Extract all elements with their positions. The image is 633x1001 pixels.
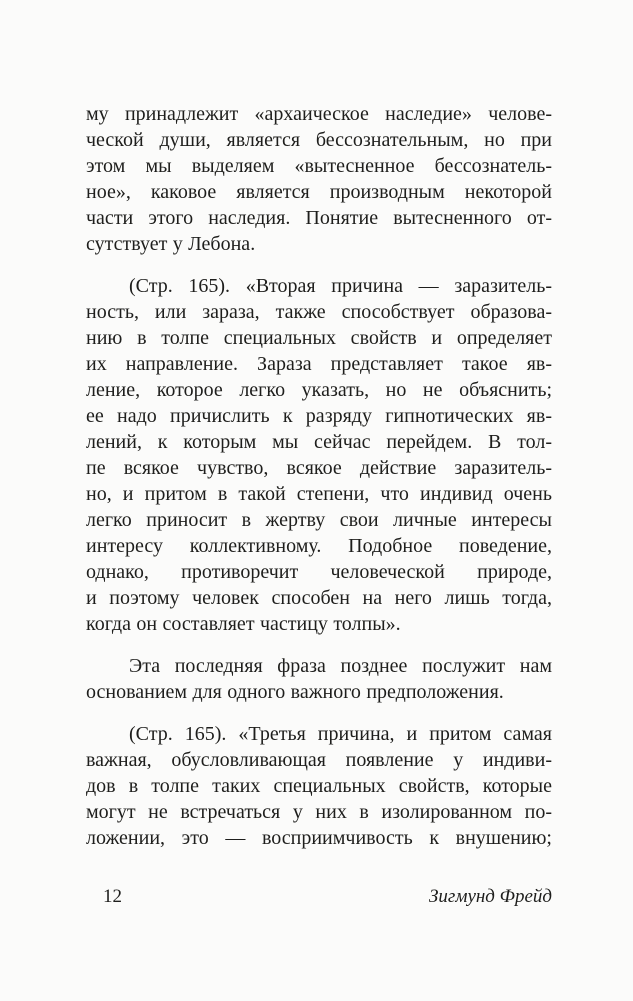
text-line: му принадлежит «архаическое наследие» челове-: [86, 103, 552, 125]
text-line: и поэтому человек способен на него лишь тогда,: [86, 587, 552, 609]
page-text: [86, 101, 552, 851]
text-line: ее надо причислить к разряду гипнотических яв-: [86, 405, 552, 427]
text-line: ложении, это — восприимчивость к внушению;: [86, 827, 552, 849]
text-line: могут не встречаться у них в изолированном по-: [86, 801, 552, 823]
text-line: но, и притом в такой степени, что индивид очень: [86, 483, 552, 505]
text-line: части этого наследия. Понятие вытесненного от-: [86, 207, 552, 229]
text-line: (Стр. 165). «Вторая причина — заразитель-: [129, 275, 552, 297]
paragraph: [86, 101, 552, 257]
text-line: важная, обусловливающая появление у индиви-: [86, 749, 552, 771]
text-line: этом мы выделяем «вытесненное бессознатель-: [86, 155, 552, 177]
text-line: основанием для одного важного предположения.: [86, 681, 504, 703]
text-line: дов в толпе таких специальных свойств, которые: [86, 775, 552, 797]
text-line: ное», каковое является производным некоторой: [86, 181, 552, 203]
paragraph: [86, 653, 552, 705]
text-line: когда он составляет частицу толпы».: [86, 613, 401, 635]
text-line: ление, которое легко указать, но не объяснить;: [86, 379, 552, 401]
text-line: лений, к которым мы сейчас перейдем. В тол-: [86, 431, 552, 453]
text-line: сутствует у Лебона.: [86, 233, 256, 255]
paragraph: [86, 273, 552, 637]
text-line: Эта последняя фраза позднее послужит нам: [129, 655, 552, 677]
page-footer: [86, 884, 552, 910]
text-line: пе всякое чувство, всякое действие заразитель-: [86, 457, 552, 479]
running-title-author: Зигмунд Фрейд: [429, 886, 552, 907]
text-line: их направление. Зараза представляет такое яв-: [86, 353, 552, 375]
text-line: (Стр. 165). «Третья причина, и притом самая: [129, 723, 552, 745]
text-line: легко приносит в жертву свои личные интересы: [86, 509, 552, 531]
text-line: интересу коллективному. Подобное поведение,: [86, 535, 552, 557]
text-line: нию в толпе специальных свойств и определяет: [86, 327, 552, 349]
page-number: 12: [103, 886, 122, 907]
text-line: ность, или зараза, также способствует образова-: [86, 301, 552, 323]
text-line: ческой души, является бессознательным, но при: [86, 129, 552, 151]
paragraph: [86, 721, 552, 851]
text-line: однако, противоречит человеческой природе,: [86, 561, 552, 583]
